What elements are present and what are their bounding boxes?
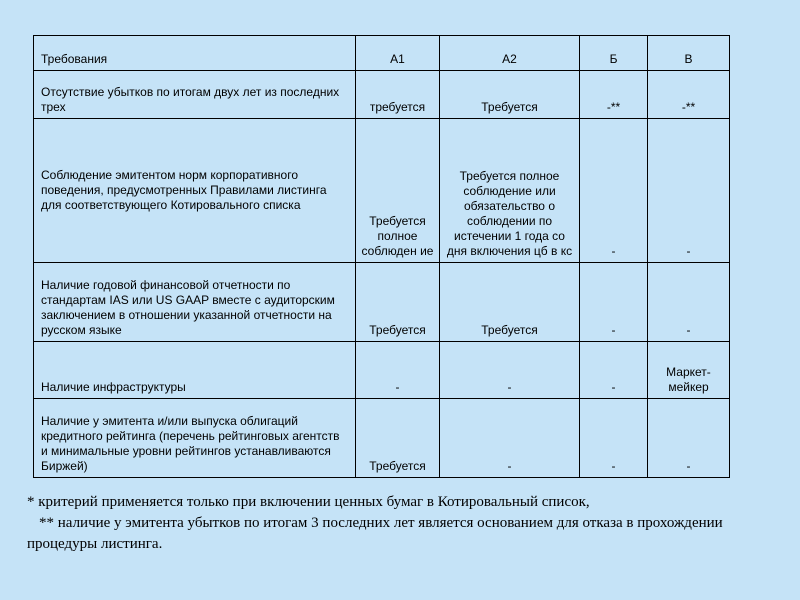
listing-requirements-table	[33, 35, 730, 478]
footnote-1: * критерий применяется только при включении ценных бумаг в Котировальный список,	[27, 494, 590, 510]
a2-cell: -	[440, 399, 580, 478]
table-row	[34, 263, 730, 342]
b-cell: -	[580, 342, 648, 399]
a1-cell: -	[356, 342, 440, 399]
table-row	[34, 119, 730, 263]
a1-cell: Требуется	[356, 263, 440, 342]
v-cell: -	[648, 263, 730, 342]
requirement-cell: Наличие годовой финансовой отчетности по стандартам IAS или US GAAP вместе с аудиторским заключением в отношении указанной отчетности на русском языке	[34, 263, 356, 342]
a2-cell: Требуется	[440, 71, 580, 119]
a2-cell: Требуется	[440, 263, 580, 342]
v-cell: -**	[648, 71, 730, 119]
requirement-cell: Наличие инфраструктуры	[34, 342, 356, 399]
requirement-cell: Наличие у эмитента и/или выпуска облигаций кредитного рейтинга (перечень рейтинговых агентств и минимальные уровни рейтингов устанавливаются Биржей)	[34, 399, 356, 478]
header-b: Б	[580, 36, 648, 71]
footnotes	[27, 492, 777, 555]
header-a1: А1	[356, 36, 440, 71]
v-cell: Маркет-мейкер	[648, 342, 730, 399]
a1-cell: требуется	[356, 71, 440, 119]
requirement-cell: Соблюдение эмитентом норм корпоративного поведения, предусмотренных Правилами листинга для соответствующего Котировального списка	[34, 119, 356, 263]
header-v: В	[648, 36, 730, 71]
v-cell: -	[648, 119, 730, 263]
a1-cell: Требуется	[356, 399, 440, 478]
a2-cell: Требуется полное соблюдение или обязательство о соблюдении по истечении 1 года со дня включения цб в кс	[440, 119, 580, 263]
b-cell: -	[580, 263, 648, 342]
b-cell: -	[580, 399, 648, 478]
table-row	[34, 399, 730, 478]
b-cell: -**	[580, 71, 648, 119]
footnote-2: ** наличие у эмитента убытков по итогам 3 последних лет является основанием для отказа в прохождении процедуры листинга.	[27, 515, 723, 552]
a1-cell: Требуется полное соблюден ие	[356, 119, 440, 263]
a2-cell: -	[440, 342, 580, 399]
requirement-cell: Отсутствие убытков по итогам двух лет из последних трех	[34, 71, 356, 119]
table-row	[34, 342, 730, 399]
v-cell: -	[648, 399, 730, 478]
header-a2: А2	[440, 36, 580, 71]
table-row	[34, 71, 730, 119]
table-header-row	[34, 36, 730, 71]
header-requirements: Требования	[34, 36, 356, 71]
b-cell: -	[580, 119, 648, 263]
